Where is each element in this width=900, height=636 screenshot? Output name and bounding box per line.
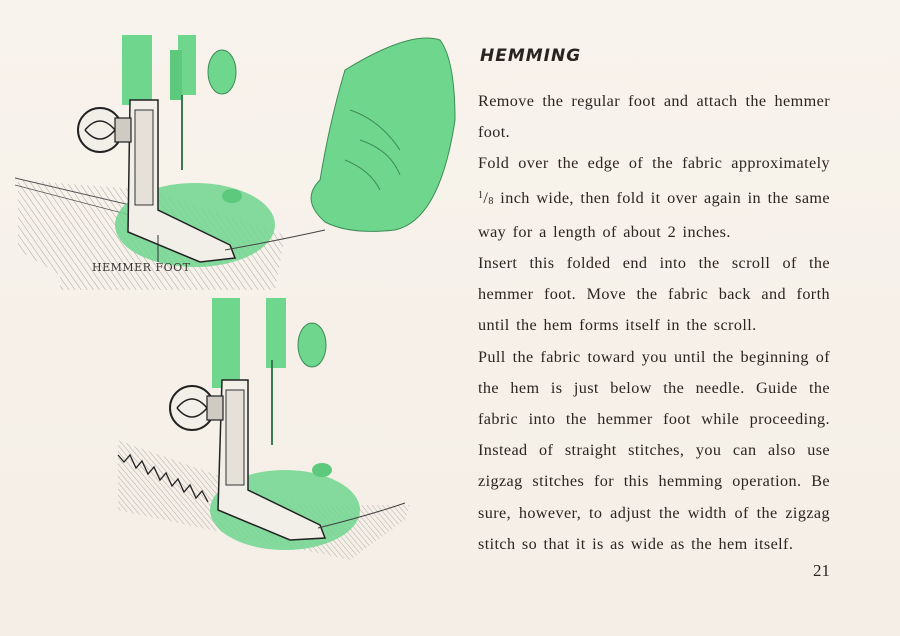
hand-top <box>311 38 455 231</box>
paragraph-fold-edge <box>478 148 830 248</box>
paragraph-attach-foot: Remove the regular foot and attach the hemmer foot. <box>478 92 830 142</box>
fold-rest-text: inch wide, then fold it over again in the same way for a length of about 2 inches. <box>478 188 830 241</box>
fraction-numerator: 1 <box>478 189 484 201</box>
fraction-denominator: 8 <box>488 195 494 207</box>
top-figure <box>15 35 455 290</box>
instructions-column <box>478 46 830 560</box>
section-heading: HEMMING <box>480 46 582 66</box>
bottom-figure <box>118 298 410 560</box>
fraction-one-eighth: $^1/_8$ <box>478 188 494 207</box>
paragraph-pull-fabric: Pull the fabric toward you until the beginning of the hem is just below the needle. Guide the fabric into the hemmer foot while proceeding. Instead of straight stitches, you can also use zigzag stitches for this hemming operation. Be sure, however, to adjust the width of the zigzag stitch so that it is as wide as the hem itself. <box>478 347 830 553</box>
hemmer-foot-label: HEMMER FOOT <box>92 261 191 274</box>
fold-intro-text: Fold over the edge of the fabric approximately <box>478 154 830 173</box>
page-number: 21 <box>813 561 830 580</box>
paragraph-insert-scroll: Insert this folded end into the scroll of the hemmer foot. Move the fabric back and forth until the hem forms itself in the scroll. <box>478 254 830 335</box>
needle-bar-top <box>122 35 152 105</box>
needle-bar-bottom <box>212 298 240 388</box>
